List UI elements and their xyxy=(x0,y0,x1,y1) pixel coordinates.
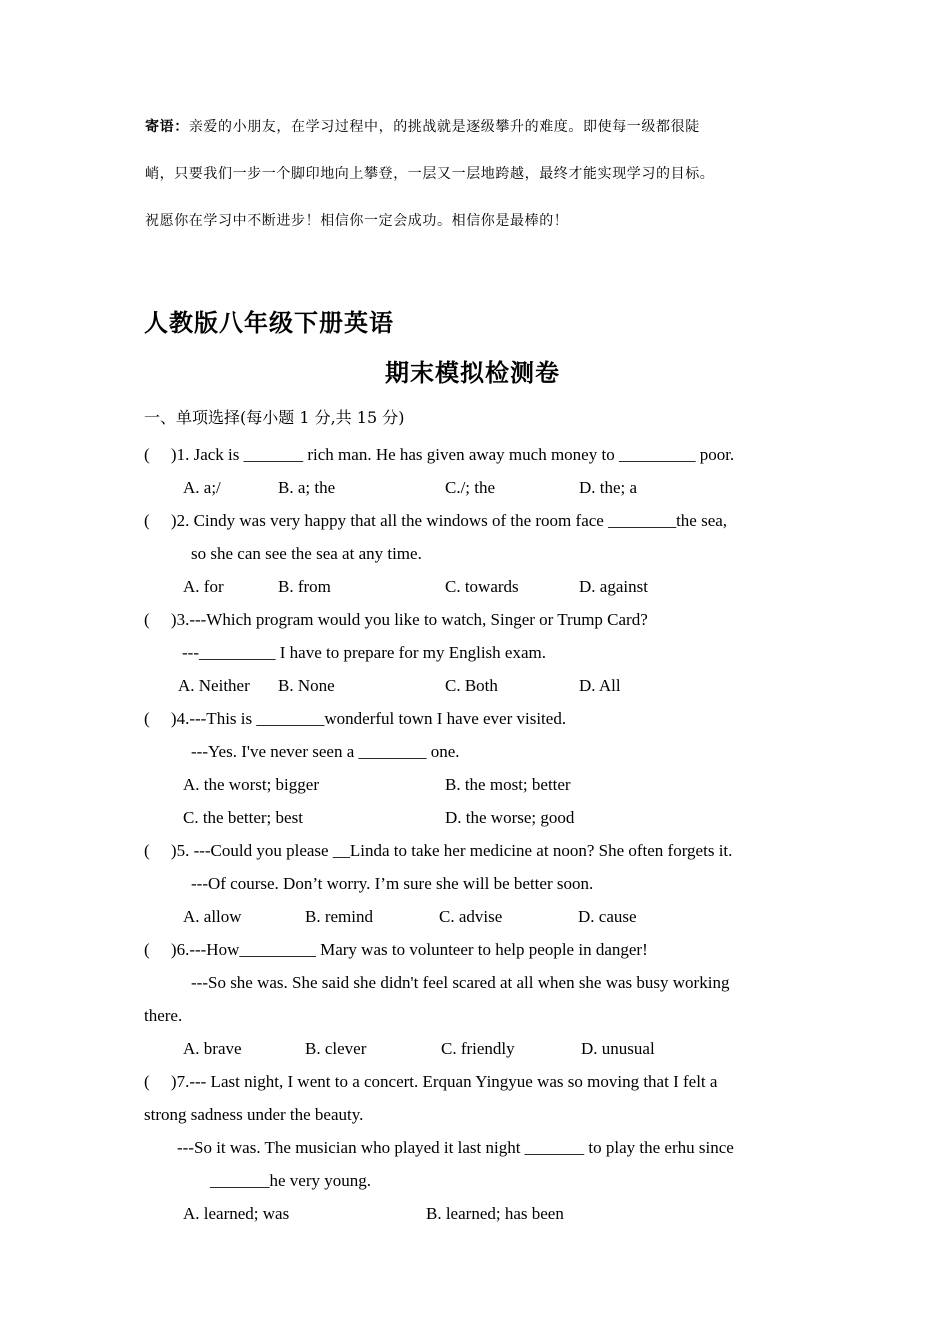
question-6-option-b: B. clever xyxy=(305,1039,367,1058)
question-1-option-c: C./; the xyxy=(445,478,496,497)
question-1-option-b: B. a; the xyxy=(278,478,336,497)
question-5-option-b: B. remind xyxy=(305,907,373,926)
page-title: 人教版八年级下册英语 xyxy=(144,308,394,337)
question-6-option-c: C. friendly xyxy=(441,1039,515,1058)
question-3-stem: ( )3.---Which program would you like to watch, Singer or Trump Card? xyxy=(144,610,648,629)
question-1-stem: ( )1. Jack is _______ rich man. He has given away much money to _________ poor. xyxy=(144,445,735,464)
question-4-stem: ( )4.---This is ________wonderful town I have ever visited. xyxy=(144,709,567,728)
question-2-option-c: C. towards xyxy=(445,577,519,596)
question-5-continuation: ---Of course. Don’t worry. I’m sure she will be better soon. xyxy=(191,874,594,893)
question-2-option-d: D. against xyxy=(579,577,648,596)
question-7-continuation-3: _______he very young. xyxy=(210,1171,372,1190)
question-5-option-a: A. allow xyxy=(183,907,242,926)
preface-line-3: 祝愿你在学习中不断进步！相信你一定会成功。相信你是最棒的！ xyxy=(145,213,569,229)
question-6-option-a: A. brave xyxy=(183,1039,242,1058)
question-5-option-d: D. cause xyxy=(578,907,637,926)
preface-label: 寄语： xyxy=(145,119,189,135)
question-4-option-b: B. the most; better xyxy=(445,775,571,794)
question-3-option-a: A. Neither xyxy=(178,676,250,695)
question-7-stem: ( )7.--- Last night, I went to a concert. Erquan Yingyue was so moving that I felt a xyxy=(144,1072,718,1091)
question-6-stem: ( )6.---How_________ Mary was to volunteer to help people in danger! xyxy=(144,940,648,959)
section-header: 一、单项选择(每小题 1 分,共 15 分) xyxy=(144,408,405,427)
preface-line-1 xyxy=(145,117,700,137)
question-2-option-b: B. from xyxy=(278,577,331,596)
question-4-option-c: C. the better; best xyxy=(183,808,303,827)
question-7-option-b: B. learned; has been xyxy=(426,1204,564,1223)
question-3-continuation: ---_________ I have to prepare for my English exam. xyxy=(182,643,546,662)
question-5-stem: ( )5. ---Could you please __Linda to take her medicine at noon? She often forgets it. xyxy=(144,841,733,860)
question-2-stem: ( )2. Cindy was very happy that all the windows of the room face ________the sea, xyxy=(144,511,728,530)
page-subtitle: 期末模拟检测卷 xyxy=(385,358,560,387)
preface-line-2: 峭，只要我们一步一个脚印地向上攀登，一层又一层地跨越，最终才能实现学习的目标。 xyxy=(145,166,715,182)
question-6-option-d: D. unusual xyxy=(581,1039,655,1058)
question-3-option-b: B. None xyxy=(278,676,335,695)
question-5-option-c: C. advise xyxy=(439,907,503,926)
preface-text-1: 亲爱的小朋友，在学习过程中，的挑战就是逐级攀升的难度。即使每一级都很陡 xyxy=(188,119,700,135)
question-4-continuation: ---Yes. I've never seen a ________ one. xyxy=(191,742,460,761)
question-7-option-a: A. learned; was xyxy=(183,1204,290,1223)
question-1-option-d: D. the; a xyxy=(579,478,638,497)
question-2-continuation: so she can see the sea at any time. xyxy=(191,544,422,563)
question-2-option-a: A. for xyxy=(183,577,224,596)
question-1-option-a: A. a;/ xyxy=(183,478,221,497)
question-3-option-d: D. All xyxy=(579,676,621,695)
question-7-continuation-2: ---So it was. The musician who played it last night _______ to play the erhu since xyxy=(177,1138,734,1157)
question-6-continuation-2: there. xyxy=(144,1006,183,1025)
question-3-option-c: C. Both xyxy=(445,676,498,695)
question-4-option-a: A. the worst; bigger xyxy=(183,775,319,794)
question-6-continuation: ---So she was. She said she didn't feel scared at all when she was busy working xyxy=(191,973,730,992)
question-7-continuation: strong sadness under the beauty. xyxy=(144,1105,364,1124)
question-4-option-d: D. the worse; good xyxy=(445,808,575,827)
